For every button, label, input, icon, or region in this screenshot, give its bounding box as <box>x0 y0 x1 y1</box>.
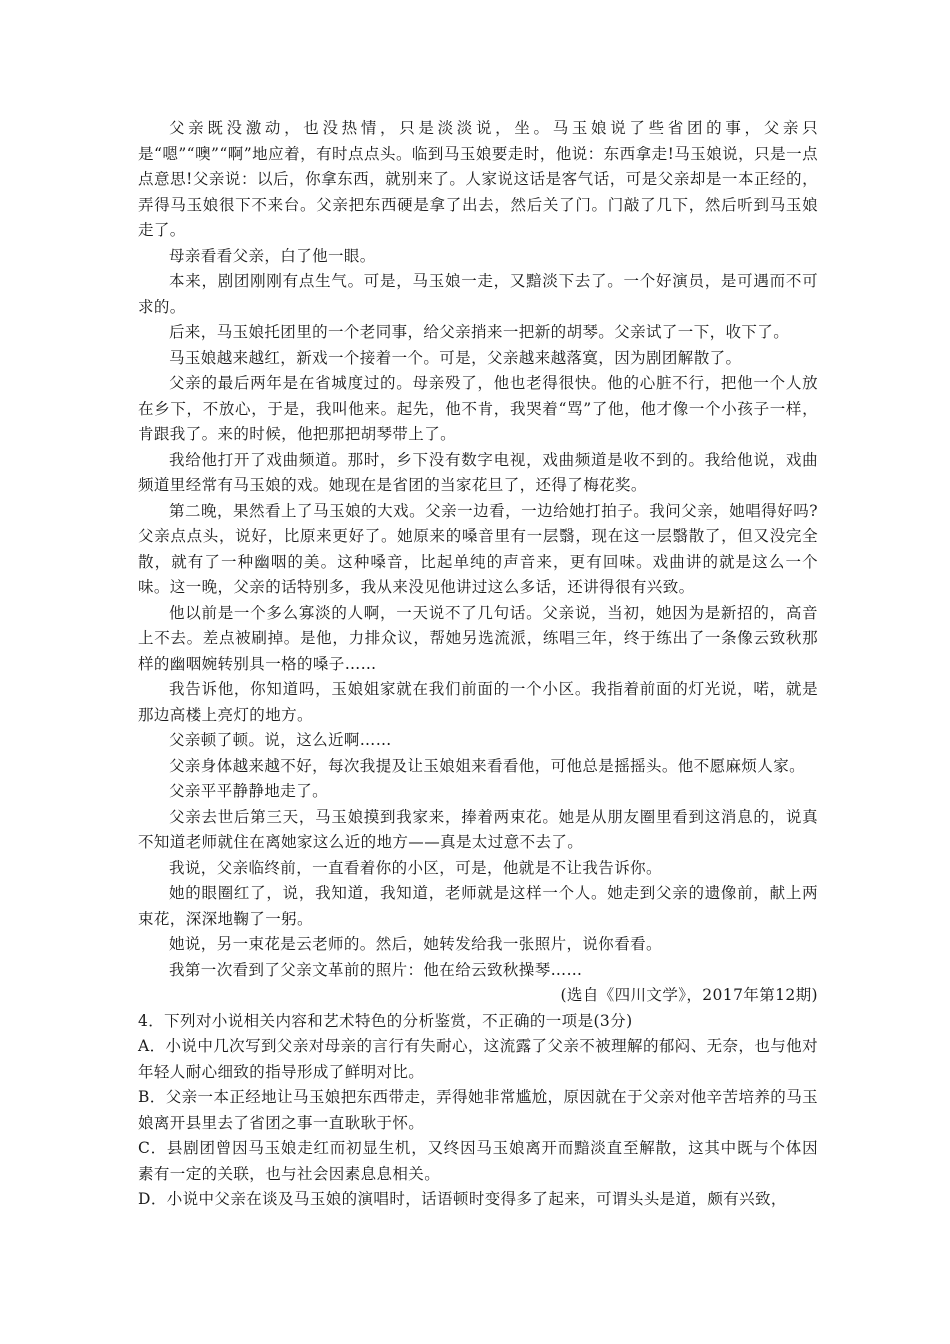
story-paragraph: 我告诉他，你知道吗，玉娘姐家就在我们前面的一个小区。我指着前面的灯光说，喏，就是那边高楼上亮灯的地方。 <box>138 680 818 724</box>
story-paragraph: 她的眼圈红了，说，我知道，我知道，老师就是这样一个人。她走到父亲的遗像前，献上两束花，深深地鞠了一躬。 <box>138 884 818 928</box>
story-paragraph: 父亲顿了顿。说，这么近啊…… <box>169 731 392 749</box>
story-paragraph: 父亲既没激动，也没热情，只是淡淡说，坐。马玉娘说了些省团的事，父亲只是“嗯”“噢”“啊”地应着，有时点点头。临到马玉娘要走时，他说：东西拿走!马玉娘说，只是一点点意思!父亲说：以后，你拿东西，就别来了。人家说这话是客气话，可是父亲却是一本正经的，弄得马玉娘很下不来台。父亲把东西硬是拿了出去，然后关了门。门敲了几下，然后听到马玉娘走了。 <box>138 119 818 239</box>
story-paragraph: 母亲看看父亲，白了他一眼。 <box>169 246 376 265</box>
document-page <box>138 116 818 1213</box>
option-b: B．父亲一本正经地让马玉娘把东西带走，弄得她非常尴尬，原因就在于父亲对他辛苦培养的马玉娘离开县里去了省团之事一直耿耿于怀。 <box>138 1088 818 1132</box>
story-paragraph: 我给他打开了戏曲频道。那时，乡下没有数字电视，戏曲频道是收不到的。我给他说，戏曲频道里经常有马玉娘的戏。她现在是省团的当家花旦了，还得了梅花奖。 <box>138 450 818 494</box>
option-a: A．小说中几次写到父亲对母亲的言行有失耐心，这流露了父亲不被理解的郁闷、无奈，也与他对年轻人耐心细致的指导形成了鲜明对比。 <box>138 1037 818 1081</box>
story-paragraph: 我第一次看到了父亲文革前的照片：他在给云致秋操琴…… <box>169 960 583 979</box>
option-d: D．小说中父亲在谈及马玉娘的演唱时，话语顿时变得多了起来，可谓头头是道，颇有兴致， <box>138 1190 787 1208</box>
option-c: C．县剧团曾因马玉娘走红而初显生机，又终因马玉娘离开而黯淡直至解散，这其中既与个体因素有一定的关联，也与社会因素息息相关。 <box>138 1139 818 1183</box>
story-paragraph: 后来，马玉娘托团里的一个老同事，给父亲捎来一把新的胡琴。父亲试了一下，收下了。 <box>169 323 790 341</box>
question-block <box>138 1009 818 1213</box>
story-paragraph: 第二晚，果然看上了马玉娘的大戏。父亲一边看，一边给她打拍子。我问父亲，她唱得好吗?父亲点点头，说好，比原来更好了。她原来的嗓音里有一层翳，现在这一层翳散了，但又没完全散，就有了一种幽咽的美。这种嗓音，比起单纯的声音来，更有回味。戏曲讲的就是这么一个味。这一晚，父亲的话特别多，我从来没见他讲过这么多话，还讲得很有兴致。 <box>138 501 818 596</box>
story-paragraph: 父亲去世后第三天，马玉娘摸到我家来，捧着两束花。她是从朋友圈里看到这消息的，说真不知道老师就住在离她家这么近的地方——真是太过意不去了。 <box>138 807 818 851</box>
story-paragraph: 父亲平平静静地走了。 <box>169 782 329 800</box>
story-paragraph: 她说，另一束花是云老师的。然后，她转发给我一张照片，说你看看。 <box>169 935 662 953</box>
story-paragraph: 他以前是一个多么寡淡的人啊，一天说不了几句话。父亲说，当初，她因为是新招的，高音上不去。差点被刷掉。是他，力排众议，帮她另选流派，练唱三年，终于练出了一条像云致秋那样的幽咽婉转别具一格的嗓子…… <box>138 603 818 673</box>
story-paragraph: 马玉娘越来越红，新戏一个接着一个。可是，父亲越来越落寞，因为剧团解散了。 <box>169 348 742 367</box>
story-paragraph: 父亲的最后两年是在省城度过的。母亲殁了，他也老得很快。他的心脏不行，把他一个人放在乡下，不放心，于是，我叫他来。起先，他不肯，我哭着“骂”了他，他才像一个小孩子一样，肯跟我了。来的时候，他把那把胡琴带上了。 <box>138 374 818 443</box>
source-citation: (选自《四川文学》，2017年第12期) <box>560 986 818 1004</box>
story-paragraph: 我说，父亲临终前，一直看着你的小区，可是，他就是不让我告诉你。 <box>169 858 662 877</box>
story-body <box>138 116 818 983</box>
story-paragraph: 本来，剧团刚刚有点生气。可是，马玉娘一走，又黯淡下去了。一个好演员，是可遇而不可求的。 <box>138 272 818 316</box>
question-stem: 4．下列对小说相关内容和艺术特色的分析鉴赏，不正确的一项是(3分) <box>138 1011 633 1030</box>
story-paragraph: 父亲身体越来越不好，每次我提及让玉娘姐来看看他，可他总是摇摇头。他不愿麻烦人家。 <box>169 756 806 775</box>
